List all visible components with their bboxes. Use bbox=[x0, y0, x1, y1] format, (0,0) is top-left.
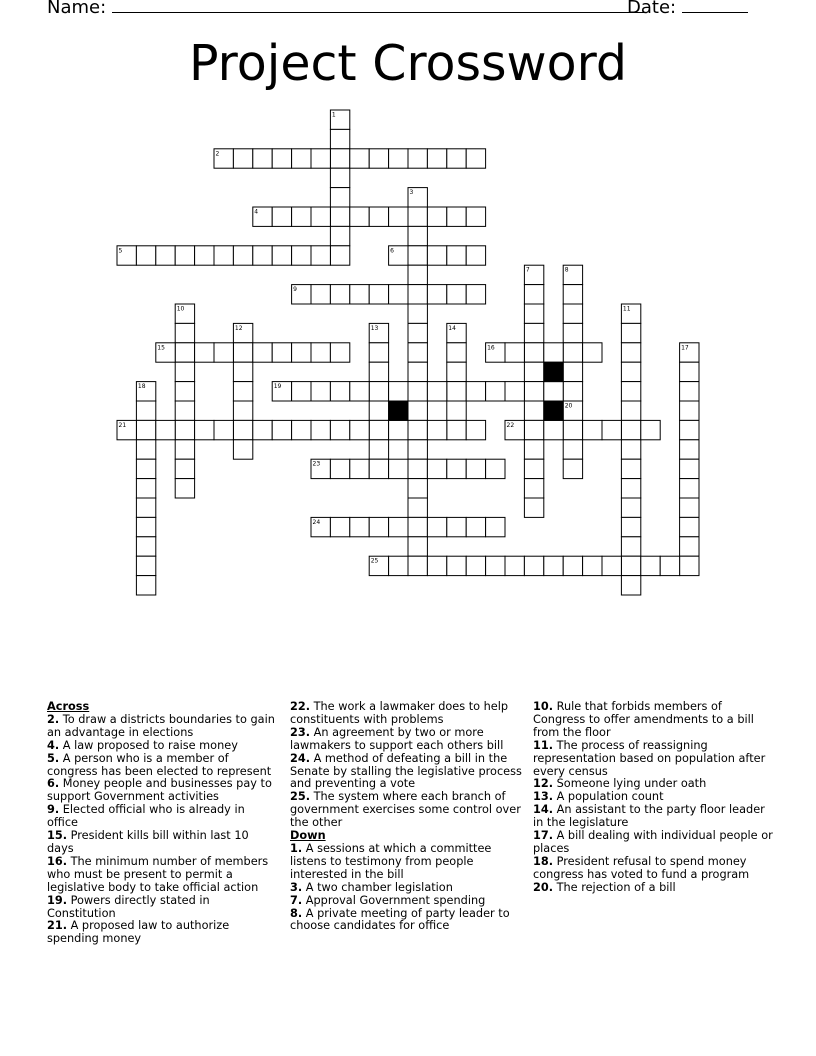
grid-cell[interactable] bbox=[563, 362, 582, 381]
grid-cell[interactable] bbox=[330, 246, 349, 265]
grid-cell[interactable] bbox=[136, 401, 155, 420]
grid-cell[interactable] bbox=[136, 459, 155, 478]
grid-cell[interactable] bbox=[680, 537, 699, 556]
grid-cell[interactable] bbox=[389, 207, 408, 226]
grid-cell[interactable] bbox=[466, 285, 485, 304]
grid-cell[interactable] bbox=[660, 556, 679, 575]
grid-cell[interactable] bbox=[447, 343, 466, 362]
clue-down-11: 11. The process of reassigning representation based on population after every census bbox=[533, 738, 766, 778]
grid-cell[interactable] bbox=[563, 323, 582, 342]
grid-cell[interactable] bbox=[389, 382, 408, 401]
grid-cell[interactable] bbox=[369, 285, 388, 304]
grid-cell[interactable] bbox=[524, 362, 543, 381]
grid-cell[interactable] bbox=[680, 459, 699, 478]
grid-cell[interactable] bbox=[272, 420, 291, 439]
grid-cell[interactable] bbox=[369, 459, 388, 478]
grid-cell[interactable] bbox=[427, 246, 446, 265]
grid-cell[interactable] bbox=[544, 343, 563, 362]
grid-cell[interactable] bbox=[524, 479, 543, 498]
grid-cell[interactable] bbox=[602, 556, 621, 575]
clue-down-14: 14. An assistant to the party floor leader in the legislature bbox=[533, 803, 765, 830]
grid-cell[interactable] bbox=[408, 479, 427, 498]
grid-cell[interactable] bbox=[175, 323, 194, 342]
grid-cell[interactable] bbox=[233, 149, 252, 168]
grid-cell[interactable] bbox=[680, 517, 699, 536]
grid-cell[interactable] bbox=[156, 420, 175, 439]
clue-number-24: 24 bbox=[312, 518, 321, 526]
grid-cell[interactable] bbox=[447, 420, 466, 439]
grid-cell[interactable] bbox=[292, 420, 311, 439]
grid-cell[interactable] bbox=[621, 420, 640, 439]
grid-cell[interactable] bbox=[136, 440, 155, 459]
grid-cell[interactable] bbox=[369, 149, 388, 168]
grid-cell[interactable] bbox=[408, 265, 427, 284]
grid-cell[interactable] bbox=[621, 362, 640, 381]
grid-cell[interactable] bbox=[408, 362, 427, 381]
grid-cell[interactable] bbox=[641, 420, 660, 439]
grid-cell[interactable] bbox=[369, 401, 388, 420]
clue-number-25: 25 bbox=[370, 557, 379, 565]
grid-cell[interactable] bbox=[524, 382, 543, 401]
grid-cell[interactable] bbox=[408, 401, 427, 420]
clue-number-11: 11 bbox=[622, 305, 631, 313]
grid-cell[interactable] bbox=[330, 382, 349, 401]
grid-cell[interactable] bbox=[350, 382, 369, 401]
grid-cell[interactable] bbox=[466, 207, 485, 226]
clue-number-16: 16 bbox=[487, 344, 495, 352]
grid-cell[interactable] bbox=[272, 343, 291, 362]
grid-cell[interactable] bbox=[369, 517, 388, 536]
clue-number-12: 12 bbox=[234, 324, 243, 332]
grid-cell[interactable] bbox=[427, 285, 446, 304]
grid-cell[interactable] bbox=[466, 420, 485, 439]
black-square bbox=[389, 401, 408, 420]
grid-cell[interactable] bbox=[350, 459, 369, 478]
clues-column-3 bbox=[533, 701, 773, 895]
grid-cell[interactable] bbox=[389, 517, 408, 536]
grid-cell[interactable] bbox=[544, 420, 563, 439]
grid-cell[interactable] bbox=[175, 401, 194, 420]
grid-cell[interactable] bbox=[330, 420, 349, 439]
grid-cell[interactable] bbox=[563, 440, 582, 459]
grid-cell[interactable] bbox=[505, 382, 524, 401]
grid-cell[interactable] bbox=[408, 537, 427, 556]
grid-cell[interactable] bbox=[233, 401, 252, 420]
grid-cell[interactable] bbox=[330, 188, 349, 207]
grid-cell[interactable] bbox=[195, 420, 214, 439]
grid-cell[interactable] bbox=[389, 149, 408, 168]
grid-cell[interactable] bbox=[408, 246, 427, 265]
clues-column-2 bbox=[290, 701, 525, 933]
clue-number-1: 1 bbox=[331, 111, 336, 119]
grid-cell[interactable] bbox=[408, 207, 427, 226]
grid-cell[interactable] bbox=[369, 440, 388, 459]
clue-across-23: 23. An agreement by two or more lawmakers to support each others bill bbox=[290, 725, 504, 752]
clue-down-20: 20. The rejection of a bill bbox=[533, 880, 676, 894]
grid-cell[interactable] bbox=[427, 382, 446, 401]
grid-cell[interactable] bbox=[311, 382, 330, 401]
grid-cell[interactable] bbox=[214, 420, 233, 439]
clue-across-16: 16. The minimum number of members who must be present to permit a legislative body to take official action bbox=[47, 854, 269, 894]
clue-across-25: 25. The system where each branch of government exercises some control over the other bbox=[290, 790, 521, 830]
grid-cell[interactable] bbox=[292, 149, 311, 168]
clue-number-4: 4 bbox=[254, 208, 259, 216]
grid-cell[interactable] bbox=[369, 382, 388, 401]
grid-cell[interactable] bbox=[621, 556, 640, 575]
grid-cell[interactable] bbox=[486, 459, 505, 478]
grid-cell[interactable] bbox=[544, 556, 563, 575]
grid-cell[interactable] bbox=[466, 149, 485, 168]
grid-cell[interactable] bbox=[544, 382, 563, 401]
grid-cell[interactable] bbox=[447, 401, 466, 420]
clue-across-15: 15. President kills bill within last 10 days bbox=[47, 829, 249, 855]
grid-cell[interactable] bbox=[621, 537, 640, 556]
clues-column-1 bbox=[47, 701, 277, 946]
clue-across-9: 9. Elected official who is already in office bbox=[47, 803, 245, 830]
grid-cell[interactable] bbox=[466, 556, 485, 575]
clue-number-14: 14 bbox=[448, 324, 456, 332]
grid-cell[interactable] bbox=[563, 382, 582, 401]
clue-number-6: 6 bbox=[390, 247, 394, 255]
clue-number-20: 20 bbox=[564, 402, 573, 410]
grid-cell[interactable] bbox=[486, 556, 505, 575]
grid-cell[interactable] bbox=[524, 343, 543, 362]
grid-cell[interactable] bbox=[563, 304, 582, 323]
clue-number-18: 18 bbox=[137, 383, 146, 391]
grid-cell[interactable] bbox=[447, 382, 466, 401]
grid-cell[interactable] bbox=[136, 537, 155, 556]
grid-cell[interactable] bbox=[369, 362, 388, 381]
grid-cell[interactable] bbox=[233, 362, 252, 381]
grid-cell[interactable] bbox=[330, 517, 349, 536]
clue-number-3: 3 bbox=[409, 189, 414, 197]
grid-cell[interactable] bbox=[389, 285, 408, 304]
clue-down-12: 12. Someone lying under oath bbox=[533, 777, 707, 791]
clue-number-9: 9 bbox=[293, 286, 297, 294]
grid-cell[interactable] bbox=[292, 343, 311, 362]
grid-cell[interactable] bbox=[621, 459, 640, 478]
clue-across-4: 4. A law proposed to raise money bbox=[47, 738, 238, 752]
clue-down-1: 1. A sessions at which a committee listens to testimony from people interested in the bill bbox=[290, 841, 492, 881]
grid-cell[interactable] bbox=[195, 343, 214, 362]
grid-cell[interactable] bbox=[408, 323, 427, 342]
clue-number-19: 19 bbox=[273, 383, 282, 391]
grid-cell[interactable] bbox=[175, 459, 194, 478]
grid-cell[interactable] bbox=[156, 246, 175, 265]
grid-cell[interactable] bbox=[427, 556, 446, 575]
clue-number-5: 5 bbox=[118, 247, 123, 255]
grid-cell[interactable] bbox=[680, 382, 699, 401]
grid-cell[interactable] bbox=[486, 382, 505, 401]
clue-number-21: 21 bbox=[118, 421, 127, 429]
grid-cell[interactable] bbox=[505, 343, 524, 362]
date-label: Date: bbox=[627, 0, 677, 18]
grid-cell[interactable] bbox=[680, 401, 699, 420]
grid-cell[interactable] bbox=[680, 498, 699, 517]
grid-cell[interactable] bbox=[330, 168, 349, 187]
grid-cell[interactable] bbox=[330, 207, 349, 226]
grid-cell[interactable] bbox=[408, 285, 427, 304]
grid-cell[interactable] bbox=[524, 556, 543, 575]
grid-cell[interactable] bbox=[641, 556, 660, 575]
clue-across-5: 5. A person who is a member of congress has been elected to represent bbox=[47, 751, 272, 778]
grid-cell[interactable] bbox=[389, 459, 408, 478]
clue-down-10: 10. Rule that forbids members of Congress to offer amendments to a bill from the floor bbox=[533, 700, 754, 739]
grid-cell[interactable] bbox=[175, 440, 194, 459]
clue-number-15: 15 bbox=[157, 344, 165, 352]
clue-across-19: 19. Powers directly stated in Constitution bbox=[47, 893, 210, 920]
black-square bbox=[544, 362, 563, 381]
grid-cell[interactable] bbox=[602, 420, 621, 439]
grid-cell[interactable] bbox=[408, 556, 427, 575]
black-square bbox=[544, 401, 563, 420]
grid-cell[interactable] bbox=[136, 479, 155, 498]
grid-cell[interactable] bbox=[447, 207, 466, 226]
grid-cell[interactable] bbox=[350, 285, 369, 304]
grid-cell[interactable] bbox=[253, 420, 272, 439]
grid-cell[interactable] bbox=[583, 556, 602, 575]
grid-cell[interactable] bbox=[408, 149, 427, 168]
clue-number-23: 23 bbox=[312, 460, 321, 468]
grid-cell[interactable] bbox=[136, 498, 155, 517]
grid-cell[interactable] bbox=[621, 343, 640, 362]
grid-cell[interactable] bbox=[447, 149, 466, 168]
clue-across-22: 22. The work a lawmaker does to help constituents with problems bbox=[290, 700, 509, 726]
clue-number-7: 7 bbox=[525, 266, 530, 274]
grid-cell[interactable] bbox=[350, 207, 369, 226]
grid-cell[interactable] bbox=[408, 420, 427, 439]
clue-down-13: 13. A population count bbox=[533, 790, 664, 804]
grid-cell[interactable] bbox=[563, 459, 582, 478]
grid-cell[interactable] bbox=[330, 343, 349, 362]
grid-cell[interactable] bbox=[447, 246, 466, 265]
grid-cell[interactable] bbox=[583, 420, 602, 439]
grid-cell[interactable] bbox=[253, 343, 272, 362]
grid-cell[interactable] bbox=[272, 246, 291, 265]
clue-down-7: 7. Approval Government spending bbox=[290, 893, 486, 907]
grid-cell[interactable] bbox=[233, 382, 252, 401]
grid-cell[interactable] bbox=[272, 149, 291, 168]
grid-cell[interactable] bbox=[466, 459, 485, 478]
grid-cell[interactable] bbox=[175, 246, 194, 265]
grid-cell[interactable] bbox=[427, 149, 446, 168]
grid-cell[interactable] bbox=[680, 440, 699, 459]
name-label: Name: bbox=[47, 0, 107, 18]
grid-cell[interactable] bbox=[233, 440, 252, 459]
grid-cell[interactable] bbox=[466, 246, 485, 265]
grid-cell[interactable] bbox=[330, 285, 349, 304]
clue-down-3: 3. A two chamber legislation bbox=[290, 880, 453, 894]
grid-cell[interactable] bbox=[369, 420, 388, 439]
grid-cell[interactable] bbox=[175, 382, 194, 401]
grid-cell[interactable] bbox=[175, 479, 194, 498]
grid-cell[interactable] bbox=[311, 285, 330, 304]
grid-cell[interactable] bbox=[311, 420, 330, 439]
grid-cell[interactable] bbox=[524, 498, 543, 517]
grid-cell[interactable] bbox=[408, 304, 427, 323]
grid-cell[interactable] bbox=[621, 401, 640, 420]
grid-cell[interactable] bbox=[408, 517, 427, 536]
grid-cell[interactable] bbox=[621, 479, 640, 498]
grid-cell[interactable] bbox=[621, 576, 640, 595]
grid-cell[interactable] bbox=[563, 285, 582, 304]
grid-cell[interactable] bbox=[466, 382, 485, 401]
clue-number-8: 8 bbox=[564, 266, 569, 274]
clue-number-2: 2 bbox=[215, 150, 220, 158]
grid-cell[interactable] bbox=[214, 343, 233, 362]
grid-cell[interactable] bbox=[447, 459, 466, 478]
grid-cell[interactable] bbox=[680, 556, 699, 575]
grid-cell[interactable] bbox=[136, 576, 155, 595]
grid-cell[interactable] bbox=[136, 556, 155, 575]
grid-cell[interactable] bbox=[311, 207, 330, 226]
grid-cell[interactable] bbox=[253, 149, 272, 168]
grid-cell[interactable] bbox=[175, 343, 194, 362]
grid-cell[interactable] bbox=[583, 343, 602, 362]
grid-cell[interactable] bbox=[369, 207, 388, 226]
grid-cell[interactable] bbox=[389, 420, 408, 439]
grid-cell[interactable] bbox=[292, 382, 311, 401]
grid-cell[interactable] bbox=[369, 343, 388, 362]
grid-cell[interactable] bbox=[330, 149, 349, 168]
grid-cell[interactable] bbox=[427, 207, 446, 226]
grid-cell[interactable] bbox=[253, 246, 272, 265]
grid-cell[interactable] bbox=[524, 304, 543, 323]
clue-number-22: 22 bbox=[506, 421, 515, 429]
grid-cell[interactable] bbox=[505, 556, 524, 575]
grid-cell[interactable] bbox=[427, 420, 446, 439]
grid-cell[interactable] bbox=[330, 226, 349, 245]
across-heading: Across bbox=[47, 700, 90, 713]
page-title: Project Crossword bbox=[189, 35, 627, 92]
down-heading: Down bbox=[290, 829, 326, 843]
grid-cell[interactable] bbox=[524, 323, 543, 342]
grid-cell[interactable] bbox=[524, 420, 543, 439]
clue-down-18: 18. President refusal to spend money congress has voted to fund a program bbox=[533, 854, 750, 881]
grid-cell[interactable] bbox=[524, 401, 543, 420]
grid-cell[interactable] bbox=[330, 459, 349, 478]
grid-cell[interactable] bbox=[136, 517, 155, 536]
grid-cell[interactable] bbox=[408, 459, 427, 478]
grid-cell[interactable] bbox=[272, 207, 291, 226]
grid-cell[interactable] bbox=[350, 149, 369, 168]
grid-cell[interactable] bbox=[350, 517, 369, 536]
grid-cell[interactable] bbox=[447, 362, 466, 381]
grid-cell[interactable] bbox=[680, 420, 699, 439]
grid-cell[interactable] bbox=[621, 382, 640, 401]
grid-cell[interactable] bbox=[466, 517, 485, 536]
grid-cell[interactable] bbox=[408, 382, 427, 401]
grid-cell[interactable] bbox=[621, 517, 640, 536]
grid-cell[interactable] bbox=[563, 556, 582, 575]
grid-cell[interactable] bbox=[214, 246, 233, 265]
grid-cell[interactable] bbox=[233, 343, 252, 362]
grid-cell[interactable] bbox=[195, 246, 214, 265]
clue-number-17: 17 bbox=[681, 344, 689, 352]
grid-cell[interactable] bbox=[350, 420, 369, 439]
grid-cell[interactable] bbox=[408, 343, 427, 362]
grid-cell[interactable] bbox=[136, 246, 155, 265]
grid-cell[interactable] bbox=[292, 207, 311, 226]
grid-cell[interactable] bbox=[292, 246, 311, 265]
grid-cell[interactable] bbox=[621, 440, 640, 459]
grid-cell[interactable] bbox=[408, 498, 427, 517]
grid-cell[interactable] bbox=[233, 420, 252, 439]
grid-cell[interactable] bbox=[175, 420, 194, 439]
grid-cell[interactable] bbox=[447, 556, 466, 575]
grid-cell[interactable] bbox=[524, 285, 543, 304]
grid-cell[interactable] bbox=[311, 149, 330, 168]
grid-cell[interactable] bbox=[486, 517, 505, 536]
grid-cell[interactable] bbox=[447, 285, 466, 304]
grid-cell[interactable] bbox=[408, 440, 427, 459]
clue-number-10: 10 bbox=[176, 305, 185, 313]
grid-cell[interactable] bbox=[563, 420, 582, 439]
grid-cell[interactable] bbox=[563, 343, 582, 362]
grid-cell[interactable] bbox=[330, 129, 349, 148]
grid-cell[interactable] bbox=[427, 459, 446, 478]
clue-across-2: 2. To draw a districts boundaries to gain an advantage in elections bbox=[47, 712, 275, 739]
grid-cell[interactable] bbox=[408, 226, 427, 245]
clue-across-6: 6. Money people and businesses pay to support Government activities bbox=[47, 777, 272, 804]
clue-across-21: 21. A proposed law to authorize spending money bbox=[47, 919, 230, 946]
clue-number-13: 13 bbox=[370, 324, 379, 332]
grid-cell[interactable] bbox=[175, 362, 194, 381]
grid-cell[interactable] bbox=[680, 479, 699, 498]
grid-cell[interactable] bbox=[680, 362, 699, 381]
clue-down-8: 8. A private meeting of party leader to choose candidates for office bbox=[290, 906, 510, 933]
grid-cell[interactable] bbox=[136, 420, 155, 439]
grid-cell[interactable] bbox=[621, 323, 640, 342]
grid-cell[interactable] bbox=[427, 517, 446, 536]
grid-cell[interactable] bbox=[621, 498, 640, 517]
grid-cell[interactable] bbox=[447, 517, 466, 536]
clue-down-17: 17. A bill dealing with individual people or places bbox=[533, 829, 773, 855]
clue-across-24: 24. A method of defeating a bill in the Senate by stalling the legislative process and preventing a vote bbox=[290, 751, 522, 791]
grid-cell[interactable] bbox=[311, 246, 330, 265]
grid-cell[interactable] bbox=[389, 556, 408, 575]
grid-cell[interactable] bbox=[524, 440, 543, 459]
grid-cell[interactable] bbox=[524, 459, 543, 478]
grid-cell[interactable] bbox=[233, 246, 252, 265]
grid-cell[interactable] bbox=[311, 343, 330, 362]
